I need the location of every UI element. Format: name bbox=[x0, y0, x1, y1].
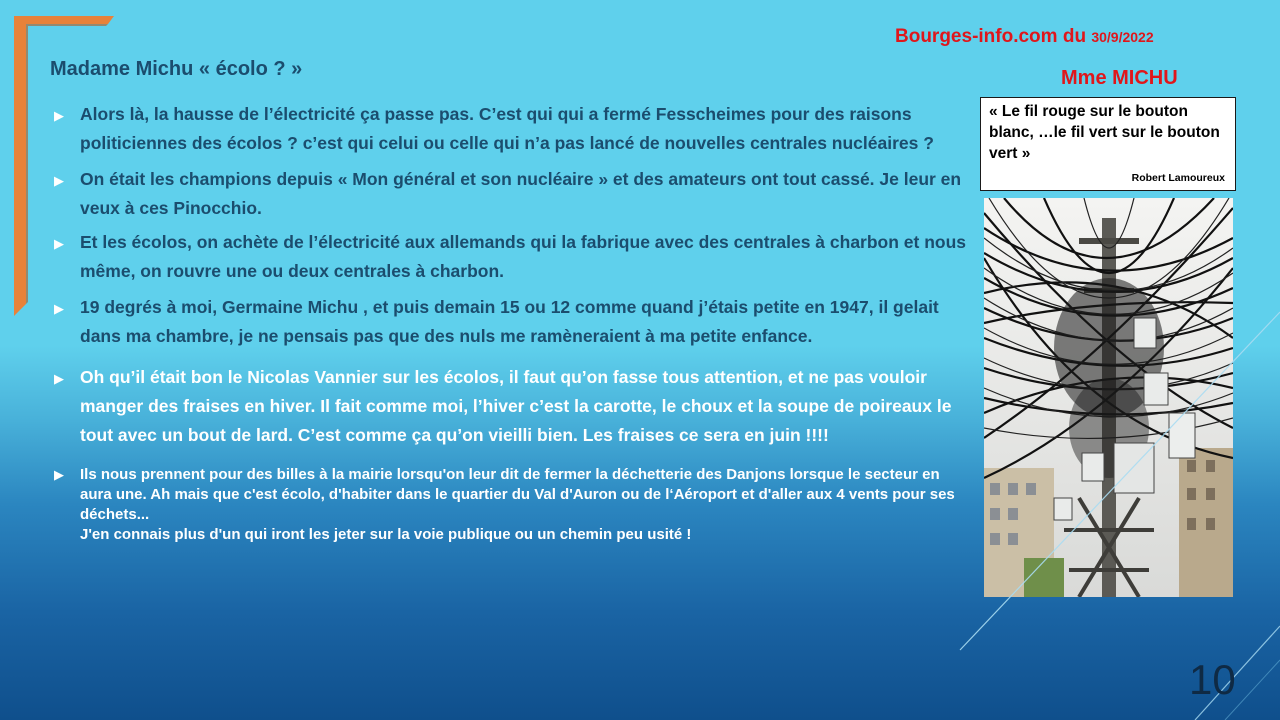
triangle-bullet-icon: ▶ bbox=[54, 467, 64, 482]
triangle-bullet-icon: ▶ bbox=[54, 371, 64, 386]
bullet-item bbox=[50, 465, 975, 545]
page-number: 10 bbox=[1189, 656, 1236, 703]
bullet-text: Oh qu’il était bon le Nicolas Vannier sur les écolos, il faut qu’on fasse tous attention, et ne pas vouloir manger des fraises en hiver. Il fait comme moi, l’hiver c’est la carotte, le choux et la soupe de poireaux le tout avec un bout de lard. C’est comme ça qu’on vieilli bien. Les fraises ce sera en juin !!!! bbox=[80, 367, 952, 445]
slide-title: Madame Michu « écolo ? » bbox=[50, 58, 303, 80]
triangle-bullet-icon: ▶ bbox=[54, 108, 64, 123]
bullet-item bbox=[50, 165, 975, 223]
tangled-wires-photo bbox=[984, 198, 1233, 597]
triangle-bullet-icon: ▶ bbox=[54, 301, 64, 316]
quote-attribution: Robert Lamoureux bbox=[1131, 172, 1225, 184]
bullet-text: Et les écolos, on achète de l’électricité aux allemands qui la fabrique avec des centrales à charbon et nous même, on rouvre une ou deux centrales à charbon. bbox=[80, 232, 967, 281]
source-line bbox=[895, 26, 1154, 48]
quote-box bbox=[980, 97, 1236, 191]
bullet-text: Ils nous prennent pour des billes à la mairie lorsqu'on leur dit de fermer la déchetterie des Danjons lorsque le secteur en aura une. Ah mais que c'est écolo, d'habiter dans le quartier du Val d'Auron ou de l‘Aéroport et d'aller aux 4 vents pour ses déchets... bbox=[80, 466, 955, 523]
author-name: Mme MICHU bbox=[1061, 67, 1178, 89]
closing-line: J'en connais plus d'un qui iront les jeter sur la voie publique ou un chemin peu usité ! bbox=[80, 526, 692, 543]
bullet-list bbox=[50, 100, 975, 545]
bullet-item bbox=[50, 228, 975, 286]
triangle-bullet-icon: ▶ bbox=[54, 236, 64, 251]
bullet-text: On était les champions depuis « Mon général et son nucléaire » et des amateurs ont tout cassé. Je leur en veux à ces Pinocchio. bbox=[80, 169, 962, 218]
source-label: Bourges-info.com du bbox=[895, 26, 1092, 47]
quote-text: « Le fil rouge sur le bouton blanc, …le fil vert sur le bouton vert » bbox=[989, 103, 1220, 162]
bullet-text: 19 degrés à moi, Germaine Michu , et puis demain 15 ou 12 comme quand j’étais petite en 1947, il gelait dans ma chambre, je ne pensais pas que des nuls me ramèneraient à ma petite enfance. bbox=[80, 297, 939, 346]
source-date: 30/9/2022 bbox=[1091, 29, 1154, 45]
bullet-item bbox=[50, 363, 975, 450]
bullet-item bbox=[50, 293, 975, 351]
triangle-bullet-icon: ▶ bbox=[54, 173, 64, 188]
bullet-text: Alors là, la hausse de l’électricité ça passe pas. C’est qui qui a fermé Fesscheimes pour des raisons politiciennes des écolos ? c’est qui celui ou celle qui n’a pas lancé de nouvelles centrales nucléaires ? bbox=[80, 104, 934, 153]
utility-pole-wires-image bbox=[984, 198, 1233, 597]
bullet-item bbox=[50, 100, 975, 158]
